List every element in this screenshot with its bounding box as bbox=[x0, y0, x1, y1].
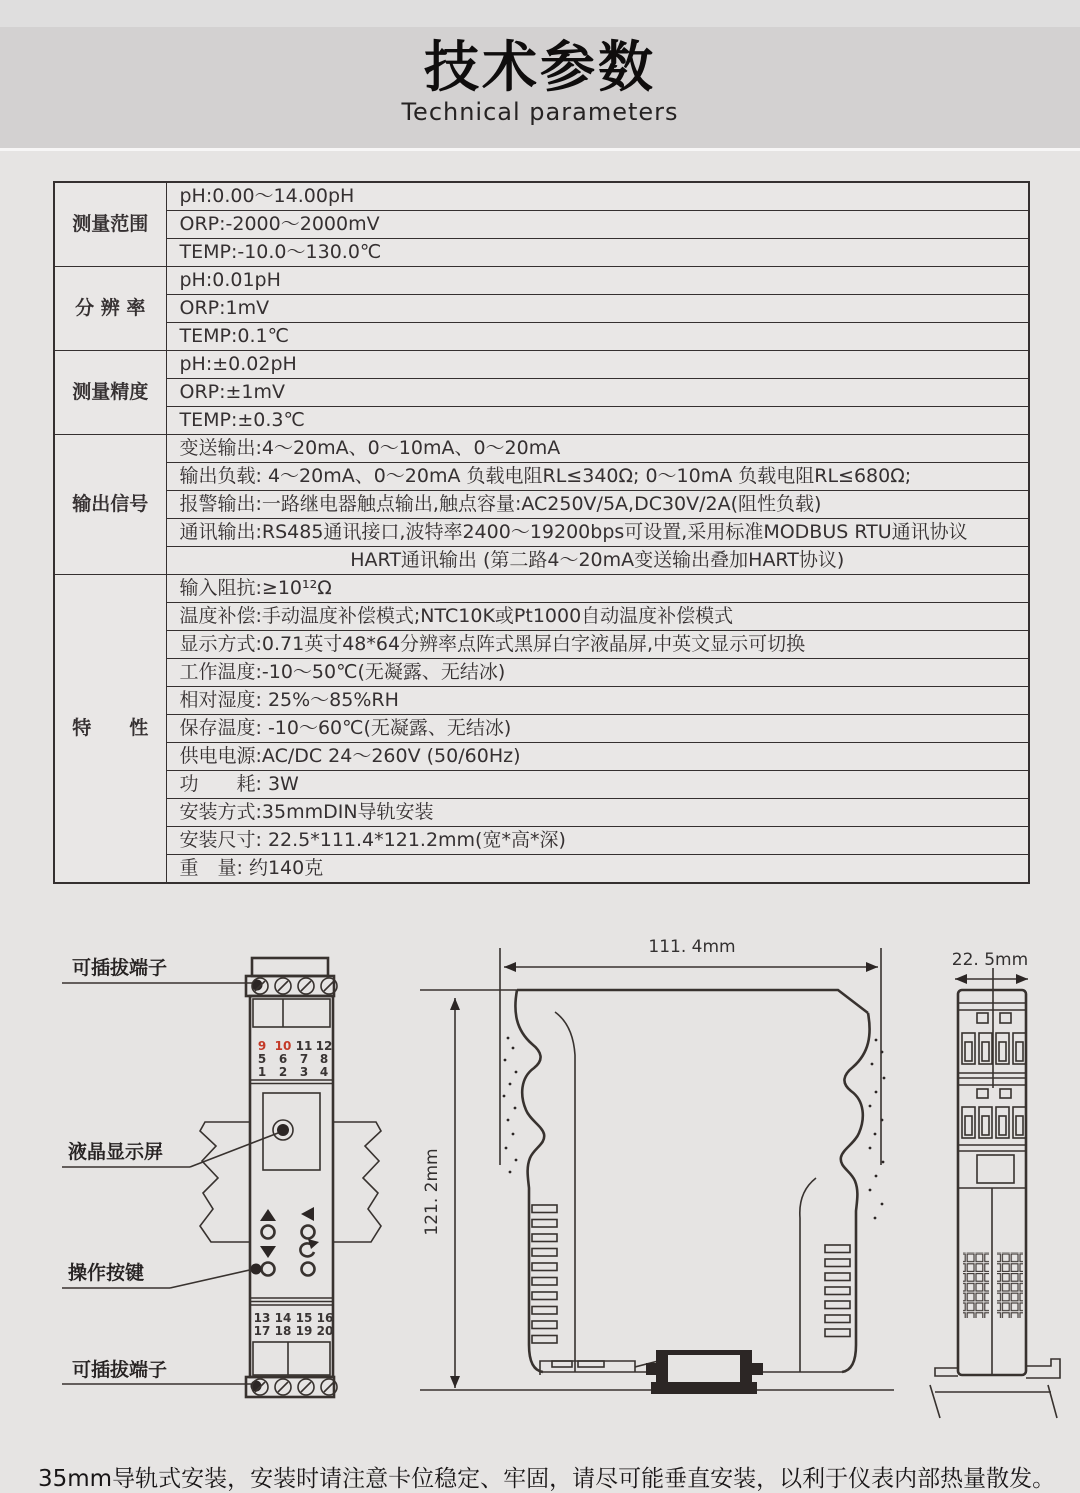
lcd-dot bbox=[277, 1124, 289, 1136]
vent-slots-left bbox=[532, 1205, 557, 1343]
module-outline-top bbox=[517, 990, 868, 1013]
spec-row: HART通讯输出 (第二路4～20mA变送输出叠加HART协议) bbox=[166, 547, 1029, 575]
din-rail-left bbox=[200, 1122, 250, 1242]
detail-square bbox=[1000, 1089, 1011, 1098]
din-rail-right bbox=[333, 1122, 381, 1242]
spec-row: 保存温度: -10～60℃(无凝露、无结冰) bbox=[166, 715, 1029, 743]
inner-wall-left bbox=[555, 1012, 575, 1372]
spec-row: 安装尺寸: 22.5*111.4*121.2mm(宽*高*深) bbox=[166, 827, 1029, 855]
depth-dimension-label: 22. 5mm bbox=[951, 950, 1029, 970]
spec-row: 输入阻抗:≥10¹²Ω bbox=[166, 575, 1029, 603]
vent-slots-right bbox=[825, 1245, 850, 1337]
arrowhead bbox=[450, 1376, 460, 1388]
spec-row: 变送输出:4～20mA、0～10mA、0～20mA bbox=[166, 435, 1029, 463]
spec-row: 工作温度:-10～50℃(无凝露、无结冰) bbox=[166, 659, 1029, 687]
arrowhead bbox=[955, 974, 967, 984]
terminal-number: 20 bbox=[316, 1324, 334, 1338]
stipple-dots-right bbox=[869, 1039, 886, 1220]
detail-square bbox=[977, 1013, 988, 1023]
terminal-number: 19 bbox=[295, 1324, 313, 1338]
spec-row: TEMP:-10.0～130.0℃ bbox=[166, 239, 1029, 267]
vent-grid-left bbox=[963, 1252, 989, 1318]
screws-top bbox=[252, 978, 337, 994]
terminal-number: 17 bbox=[253, 1324, 271, 1338]
stipple-dots-left bbox=[503, 1037, 518, 1174]
spec-row: 供电电源:AC/DC 24～260V (50/60Hz) bbox=[166, 743, 1029, 771]
terminal-number: 13 bbox=[253, 1311, 271, 1325]
height-dimension-label: 121. 2mm bbox=[422, 1148, 442, 1236]
detail-square bbox=[1000, 1013, 1011, 1023]
spec-row: TEMP:±0.3℃ bbox=[166, 407, 1029, 435]
terminal-number: 9 bbox=[257, 1039, 267, 1053]
terminal-number: 3 bbox=[299, 1065, 309, 1079]
arrowhead bbox=[866, 962, 878, 972]
leader-dot bbox=[251, 1264, 262, 1275]
enter-button bbox=[302, 1263, 315, 1276]
section-label-resolution: 分 辨 率 bbox=[54, 267, 166, 351]
lcd-window bbox=[263, 1093, 320, 1170]
module-top-cap bbox=[252, 958, 328, 976]
spec-row: 相对湿度: 25%～85%RH bbox=[166, 687, 1029, 715]
spec-row: pH:±0.02pH bbox=[166, 351, 1029, 379]
arrowhead bbox=[1016, 974, 1028, 984]
module-outline-right bbox=[841, 1013, 870, 1372]
spec-row: ORP:1mV bbox=[166, 295, 1029, 323]
terminal-number: 2 bbox=[278, 1065, 288, 1079]
section-label-features: 特 性 bbox=[54, 575, 166, 884]
terminal-number: 7 bbox=[299, 1052, 309, 1066]
top-inner-box bbox=[253, 999, 330, 1027]
spec-table bbox=[53, 181, 1030, 884]
spec-row: pH:0.01pH bbox=[166, 267, 1029, 295]
spec-row: 输出负载: 4～20mA、0～20mA 负载电阻RL≤340Ω; 0～10mA 负载电阻RL≤680Ω; bbox=[166, 463, 1029, 491]
spec-row: 报警输出:一路继电器触点输出,触点容量:AC250V/5A,DC30V/2A(阻性负载) bbox=[166, 491, 1029, 519]
terminal-number: 10 bbox=[274, 1039, 292, 1053]
label-operation-keys: 操作按键 bbox=[68, 1262, 145, 1284]
side-view-diagram bbox=[420, 920, 900, 1420]
display-window-side bbox=[977, 1155, 1014, 1183]
terminal-number: 11 bbox=[295, 1039, 313, 1053]
spec-row: 安装方式:35mmDIN导轨安装 bbox=[166, 799, 1029, 827]
down-arrow-icon bbox=[260, 1246, 276, 1258]
terminal-slots-row2 bbox=[962, 1107, 1026, 1138]
inner-wall-right bbox=[800, 1178, 816, 1372]
spec-row: 温度补偿:手动温度补偿模式;NTC10K或Pt1000自动温度补偿模式 bbox=[166, 603, 1029, 631]
front-view-diagram bbox=[40, 930, 400, 1415]
spec-row: 重 量: 约140克 bbox=[166, 855, 1029, 884]
spec-row: pH:0.00～14.00pH bbox=[166, 182, 1029, 211]
terminal-number: 8 bbox=[319, 1052, 329, 1066]
spec-row: TEMP:0.1℃ bbox=[166, 323, 1029, 351]
terminal-number: 4 bbox=[319, 1065, 329, 1079]
terminal-number: 12 bbox=[315, 1039, 333, 1053]
label-lcd-screen: 液晶显示屏 bbox=[68, 1141, 164, 1163]
section-label-accuracy: 测量精度 bbox=[54, 351, 166, 435]
terminal-number: 6 bbox=[278, 1052, 288, 1066]
section-label-output-signal: 输出信号 bbox=[54, 435, 166, 575]
terminal-number: 18 bbox=[274, 1324, 292, 1338]
page-header bbox=[0, 27, 1080, 151]
terminal-number: 14 bbox=[274, 1311, 292, 1325]
spec-row: 功 耗: 3W bbox=[166, 771, 1029, 799]
top-strip bbox=[0, 0, 1080, 27]
detail-square bbox=[977, 1089, 988, 1098]
terminal-numbers-top bbox=[258, 1039, 333, 1079]
spec-row: 通讯输出:RS485通讯接口,波特率2400～19200bps可设置,采用标准MODBUS RTU通讯协议 bbox=[166, 519, 1029, 547]
up-arrow-icon bbox=[260, 1209, 276, 1221]
terminal-number: 5 bbox=[257, 1052, 267, 1066]
terminal-slots-row1 bbox=[962, 1033, 1026, 1064]
footer-note: 35mm导轨式安装，安装时请注意卡位稳定、牢固，请尽可能垂直安装，以利于仪表内部热量散发。 bbox=[38, 1466, 1056, 1492]
bottom-inner-box bbox=[253, 1342, 330, 1375]
section-label-measure-range: 测量范围 bbox=[54, 182, 166, 267]
spec-row: ORP:-2000～2000mV bbox=[166, 211, 1029, 239]
page-subtitle: Technical parameters bbox=[401, 97, 679, 126]
top-view-diagram bbox=[905, 930, 1080, 1420]
spec-row: ORP:±1mV bbox=[166, 379, 1029, 407]
terminal-number: 1 bbox=[257, 1065, 267, 1079]
page-title: 技术参数 bbox=[423, 35, 656, 99]
terminal-number: 16 bbox=[316, 1311, 334, 1325]
leader-line bbox=[170, 1269, 254, 1288]
arrowhead bbox=[504, 962, 516, 972]
width-dimension-label: 111. 4mm bbox=[648, 937, 736, 957]
operation-buttons bbox=[251, 1207, 320, 1276]
terminal-numbers-bottom bbox=[254, 1311, 334, 1338]
down-button bbox=[262, 1263, 275, 1276]
spec-row: 显示方式:0.71英寸48*64分辨率点阵式黑屏白字液晶屏,中英文显示可切换 bbox=[166, 631, 1029, 659]
label-pluggable-terminal-top: 可插拔端子 bbox=[72, 957, 168, 979]
screws-bottom bbox=[252, 1379, 337, 1395]
din-rail-bottom bbox=[930, 1359, 1060, 1418]
left-button bbox=[302, 1226, 315, 1239]
left-arrow-icon bbox=[301, 1207, 314, 1221]
label-pluggable-terminal-bottom: 可插拔端子 bbox=[72, 1359, 168, 1381]
return-arrow-head bbox=[308, 1239, 319, 1249]
up-button bbox=[262, 1226, 275, 1239]
terminal-number: 15 bbox=[295, 1311, 313, 1325]
arrowhead bbox=[450, 998, 460, 1010]
vent-grid-right bbox=[997, 1252, 1023, 1318]
